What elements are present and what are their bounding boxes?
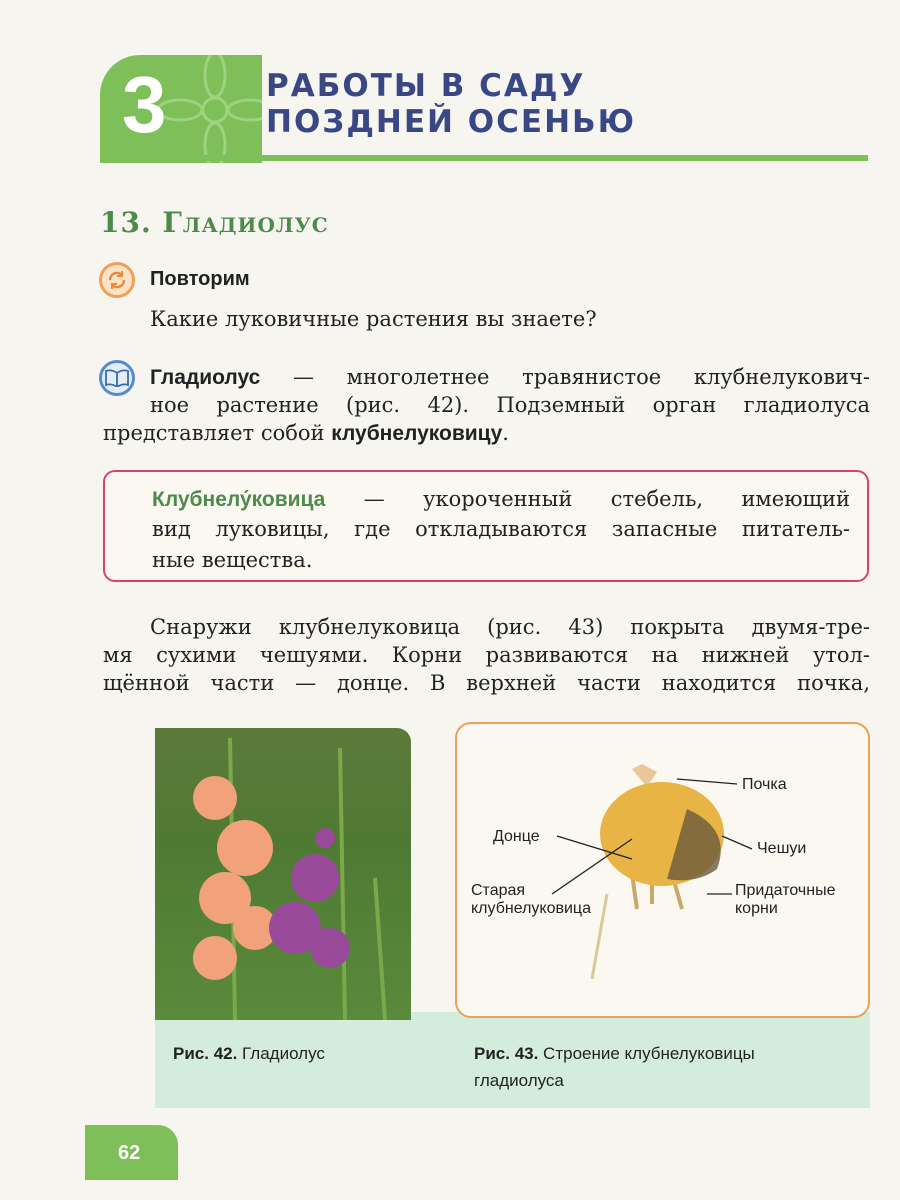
chapter-divider	[100, 155, 868, 161]
term-gladiolus: Гладиолус	[150, 366, 261, 389]
chapter-title-line1: РАБОТЫ В САДУ	[266, 68, 586, 104]
figure-label: Рис. 42.	[173, 1044, 238, 1063]
intro-line-1	[150, 364, 870, 391]
intro-text: — многолетнее травянистое клубнелукович-	[260, 365, 870, 389]
figure-label: Рис. 43.	[474, 1044, 539, 1063]
repeat-arrows-icon	[99, 262, 135, 298]
chapter-title-line2: ПОЗДНЕЙ ОСЕНЬЮ	[266, 104, 637, 140]
repeat-question: Какие луковичные растения вы знаете?	[150, 307, 597, 331]
term-corm: клубнелуковицу	[331, 422, 503, 445]
figure-42-caption	[173, 1044, 325, 1064]
label-old-corm-2: клубнелуковица	[471, 900, 591, 917]
label-base: Донце	[493, 828, 540, 845]
chapter-badge	[100, 55, 262, 163]
section-title: 13. Гладиолус	[100, 206, 329, 239]
figure-43-caption-line2: гладиолуса	[474, 1071, 564, 1090]
definition-box	[103, 470, 869, 582]
paragraph-line-1: Снаружи клубнелуковица (рис. 43) покрыта двумя-тре-	[150, 615, 870, 639]
open-book-icon	[99, 360, 135, 396]
page-number: 62	[118, 1142, 141, 1164]
repeat-label: Повторим	[150, 268, 250, 290]
intro-text: .	[502, 421, 509, 445]
definition-line-2: вид луковицы, где откладываются запасные питатель-	[152, 517, 850, 541]
label-old-corm-1: Старая	[471, 882, 526, 899]
definition-term: Клубнелу́ковица	[152, 488, 326, 511]
definition-text: — укороченный стебель, имеющий	[325, 487, 850, 511]
figure-43-caption-line1	[474, 1044, 755, 1064]
intro-text: представляет собой	[103, 421, 332, 445]
caption-text: Гладиолус	[237, 1044, 325, 1063]
label-scales: Чешуи	[757, 840, 807, 857]
gladiolus-photo	[155, 728, 411, 1020]
definition-line-3: ные вещества.	[152, 548, 313, 572]
corm-diagram	[455, 722, 870, 1018]
caption-text: Строение клубнелуковицы	[538, 1044, 755, 1063]
definition-line-1	[152, 486, 850, 513]
label-roots-1: Придаточные	[735, 882, 836, 899]
chapter-number: 3	[122, 60, 167, 149]
paragraph-line-2: мя сухими чешуями. Корни развиваются на нижней утол-	[103, 643, 870, 667]
intro-line-3	[103, 420, 509, 447]
paragraph-line-3: щённой части — донце. В верхней части находится почка,	[103, 671, 870, 695]
intro-line-2: ное растение (рис. 42). Подземный орган гладиолуса	[150, 393, 870, 417]
label-roots-2: корни	[735, 900, 778, 917]
label-bud: Почка	[742, 776, 787, 793]
